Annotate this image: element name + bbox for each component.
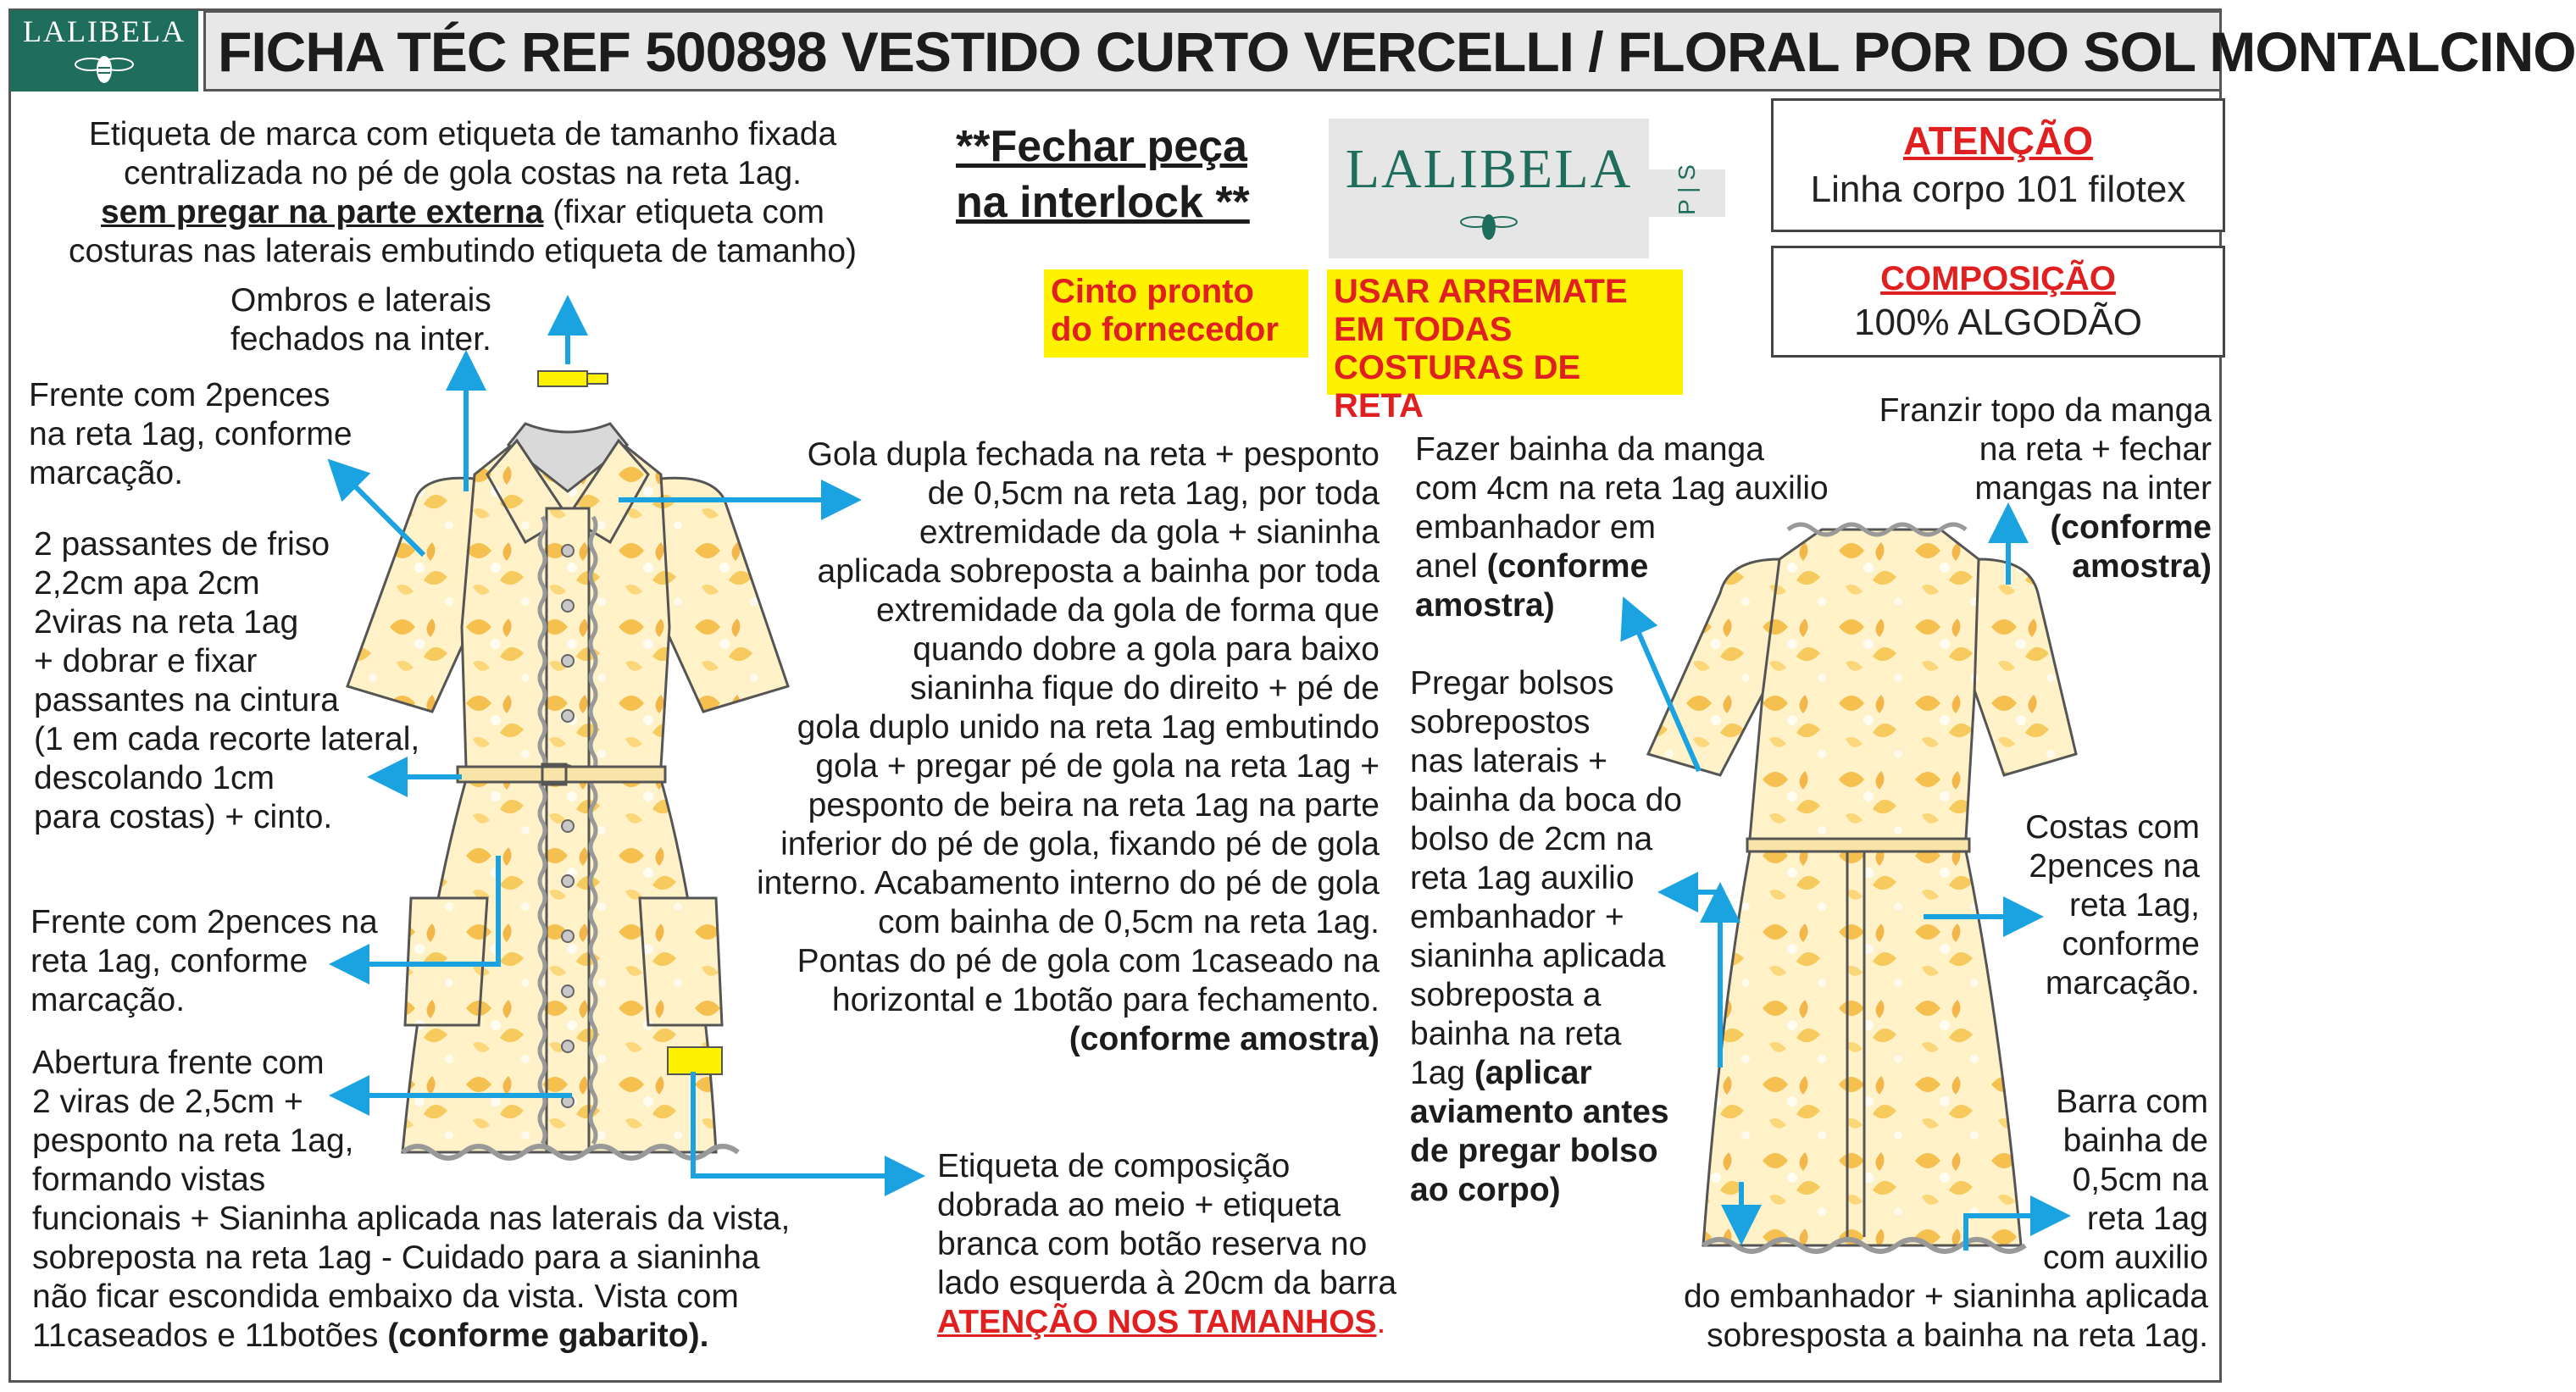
note-etiqueta-marca <box>31 115 895 271</box>
note-frente-pences-top <box>29 376 353 493</box>
note-barra <box>1593 1083 2208 1356</box>
note-line: marcação. <box>2045 965 2200 1001</box>
note-line: passantes na cintura <box>34 682 339 718</box>
note-line: com 4cm na reta 1ag auxilio <box>1415 470 1829 507</box>
arremate-note-line3: COSTURAS DE RETA <box>1334 349 1581 424</box>
note-line: lado esquerda à 20cm da barra <box>937 1265 1397 1301</box>
note-line: ao corpo) <box>1410 1172 1561 1208</box>
note-line: pesponto de beira na reta 1ag na parte <box>808 787 1380 824</box>
note-line: Ombros e laterais <box>230 282 491 319</box>
note-line: na reta 1ag, conforme <box>29 416 353 452</box>
note-line: sobresposta a bainha na reta 1ag. <box>1707 1317 2208 1354</box>
note-bold: (aplicar <box>1474 1055 1592 1091</box>
page-title: FICHA TÉC REF 500898 VESTIDO CURTO VERCELLI / FLORAL POR DO SOL MONTALCINO <box>203 10 2222 92</box>
note-line: bainha de <box>2062 1123 2208 1159</box>
note-line: aplicada sobreposta a bainha por toda <box>817 553 1380 590</box>
note-line: 2 passantes de friso <box>34 526 330 563</box>
note-bold: (conforme gabarito). <box>387 1317 709 1354</box>
note-line: interno. Acabamento interno do pé de gola <box>756 865 1380 901</box>
note-text: 1ag <box>1410 1055 1474 1091</box>
note-text: 11caseados e 11botões <box>32 1317 388 1354</box>
arremate-note-line1: USAR ARREMATE <box>1334 273 1628 310</box>
note-bold: sem pregar na parte externa <box>100 194 544 230</box>
note-line: sobreposta na reta 1ag - Cuidado para a sianinha <box>32 1239 760 1276</box>
note-line: com auxilio <box>2042 1239 2208 1276</box>
note-line: Fazer bainha da manga <box>1415 431 1764 468</box>
note-line: do embanhador + sianinha aplicada <box>1683 1278 2208 1315</box>
note-line: sianinha fique do direito + pé de <box>910 670 1380 707</box>
note-costas <box>1974 808 2200 1003</box>
note-line: bainha na reta <box>1410 1016 1622 1052</box>
interlock-note-line2: na interlock ** <box>956 178 1250 227</box>
note-line <box>31 193 895 232</box>
note-line: Gola dupla fechada na reta + pesponto <box>807 436 1380 473</box>
arremate-note-line2: EM TODAS <box>1334 311 1513 348</box>
note-line: Etiqueta de marca com etiqueta de tamanho fixada <box>88 116 837 153</box>
arremate-note <box>1327 269 1683 424</box>
note-line: com bainha de 0,5cm na reta 1ag. <box>878 904 1380 940</box>
note-line: inferior do pé de gola, fixando pé de gola <box>780 826 1380 862</box>
note-bold: (conforme <box>1486 548 1649 585</box>
note-line: sobreposta a <box>1410 977 1602 1013</box>
note-line: amostra) <box>2072 548 2212 585</box>
atencao-heading: ATENÇÃO <box>1902 119 2094 163</box>
note-text: anel <box>1415 548 1487 585</box>
interlock-note-line1: **Fechar peça <box>956 122 1247 171</box>
warning-text: ATENÇÃO NOS TAMANHOS <box>937 1304 1377 1340</box>
note-line: reta 1ag <box>2086 1201 2208 1237</box>
note-line: embanhador + <box>1410 899 1624 935</box>
note-line: sobrepostos <box>1410 704 1591 740</box>
note-line: de pregar bolso <box>1410 1133 1658 1169</box>
note-line: marcação. <box>31 982 186 1018</box>
note-line: para costas) + cinto. <box>34 799 333 835</box>
note-line: Pontas do pé de gola com 1caseado na <box>797 943 1380 979</box>
note-franzir <box>1822 391 2212 586</box>
note-line: bolso de 2cm na <box>1410 821 1653 857</box>
center-brand-logo <box>1329 119 1649 258</box>
note-line: costuras nas laterais embutindo etiqueta de tamanho) <box>68 233 858 269</box>
note-line: aviamento antes <box>1410 1094 1669 1130</box>
note-line: descolando 1cm <box>34 760 275 796</box>
interlock-note <box>956 119 1250 230</box>
cinto-note-line2: do fornecedor <box>1051 311 1279 348</box>
note-line: Etiqueta de composição <box>937 1148 1291 1184</box>
note-line: horizontal e 1botão para fechamento. <box>831 982 1380 1018</box>
note-line: sianinha aplicada <box>1410 938 1666 974</box>
note-line: Pregar bolsos <box>1410 665 1614 702</box>
note-line: não ficar escondida embaixo da vista. Vista com <box>32 1278 739 1315</box>
note-line: na reta + fechar <box>1979 431 2212 468</box>
note-line: centralizada no pé de gola costas na reta 1ag. <box>123 155 802 191</box>
note-line: reta 1ag, <box>2069 887 2200 923</box>
note-line: dobrada ao meio + etiqueta <box>937 1187 1341 1223</box>
note-line: embanhador em <box>1415 509 1657 546</box>
note-line: formando vistas <box>32 1162 266 1198</box>
note-line: quando dobre a gola para baixo <box>913 631 1380 668</box>
note-line: funcionais + Sianinha aplicada nas laterais da vista, <box>32 1201 791 1237</box>
note-line: extremidade da gola de forma que <box>875 592 1380 629</box>
note-bainha-manga <box>1415 430 1829 625</box>
note-line: Frente com 2pences na <box>31 904 378 940</box>
note-frente-pences-bottom <box>31 903 378 1020</box>
cinto-note <box>1044 269 1308 358</box>
center-brand-word: LALIBELA <box>1345 138 1633 200</box>
note-line: nas laterais + <box>1410 743 1608 779</box>
composicao-heading: COMPOSIÇÃO <box>1880 260 2116 297</box>
note-line <box>937 1303 1396 1342</box>
note-text: (fixar etiqueta com <box>543 194 825 230</box>
note-line: 2 viras de 2,5cm + <box>32 1084 303 1120</box>
note-ombros <box>230 281 491 359</box>
bee-icon <box>1329 119 1649 258</box>
note-text: . <box>1376 1304 1386 1340</box>
note-passantes <box>34 525 419 837</box>
note-line: de 0,5cm na reta 1ag, por toda <box>927 475 1380 512</box>
size-indicator-label: P | S <box>1674 164 1700 215</box>
note-line: extremidade da gola + sianinha <box>919 514 1380 551</box>
note-line: (conforme <box>2050 509 2212 546</box>
atencao-box <box>1771 98 2225 232</box>
composicao-box <box>1771 246 2225 358</box>
cinto-note-line1: Cinto pronto <box>1051 273 1254 310</box>
note-line: 2,2cm apa 2cm <box>34 565 260 602</box>
note-line: fechados na inter. <box>230 321 491 358</box>
note-line: gola + pregar pé de gola na reta 1ag + <box>815 748 1380 785</box>
note-line: Barra com <box>2056 1084 2208 1120</box>
note-line: pesponto na reta 1ag, <box>32 1123 354 1159</box>
note-line <box>32 1317 790 1356</box>
composicao-text: 100% ALGODÃO <box>1854 302 2142 343</box>
note-line: conforme <box>2062 926 2200 962</box>
label-tag-icon <box>538 371 587 386</box>
note-line: reta 1ag, conforme <box>31 943 308 979</box>
size-indicator <box>1649 164 1725 217</box>
note-line <box>1415 547 1829 586</box>
note-line: Abertura frente com <box>32 1045 325 1081</box>
note-line: Franzir topo da manga <box>1879 392 2212 429</box>
note-abertura <box>32 1044 790 1356</box>
note-line: 2viras na reta 1ag <box>34 604 299 641</box>
note-line: bainha da boca do <box>1410 782 1682 818</box>
note-gola <box>703 435 1380 1059</box>
note-line: mangas na inter <box>1974 470 2212 507</box>
note-line: branca com botão reserva no <box>937 1226 1368 1262</box>
note-line: reta 1ag auxilio <box>1410 860 1635 896</box>
note-line: Frente com 2pences <box>29 377 330 413</box>
brand-logo-word: LALIBELA <box>23 14 186 48</box>
note-line: 0,5cm na <box>2072 1162 2208 1198</box>
note-etiqueta-composicao <box>937 1147 1396 1342</box>
note-line: marcação. <box>29 455 184 491</box>
note-line: (conforme amostra) <box>1069 1021 1380 1057</box>
atencao-text: Linha corpo 101 filotex <box>1810 169 2186 210</box>
note-line: (1 em cada recorte lateral, <box>34 721 420 757</box>
note-line: 2pences na <box>2029 848 2200 885</box>
note-line: gola duplo unido na reta 1ag embutindo <box>797 709 1380 746</box>
note-line: Costas com <box>2025 809 2200 846</box>
note-line: + dobrar e fixar <box>34 643 258 679</box>
note-line: amostra) <box>1415 587 1555 624</box>
